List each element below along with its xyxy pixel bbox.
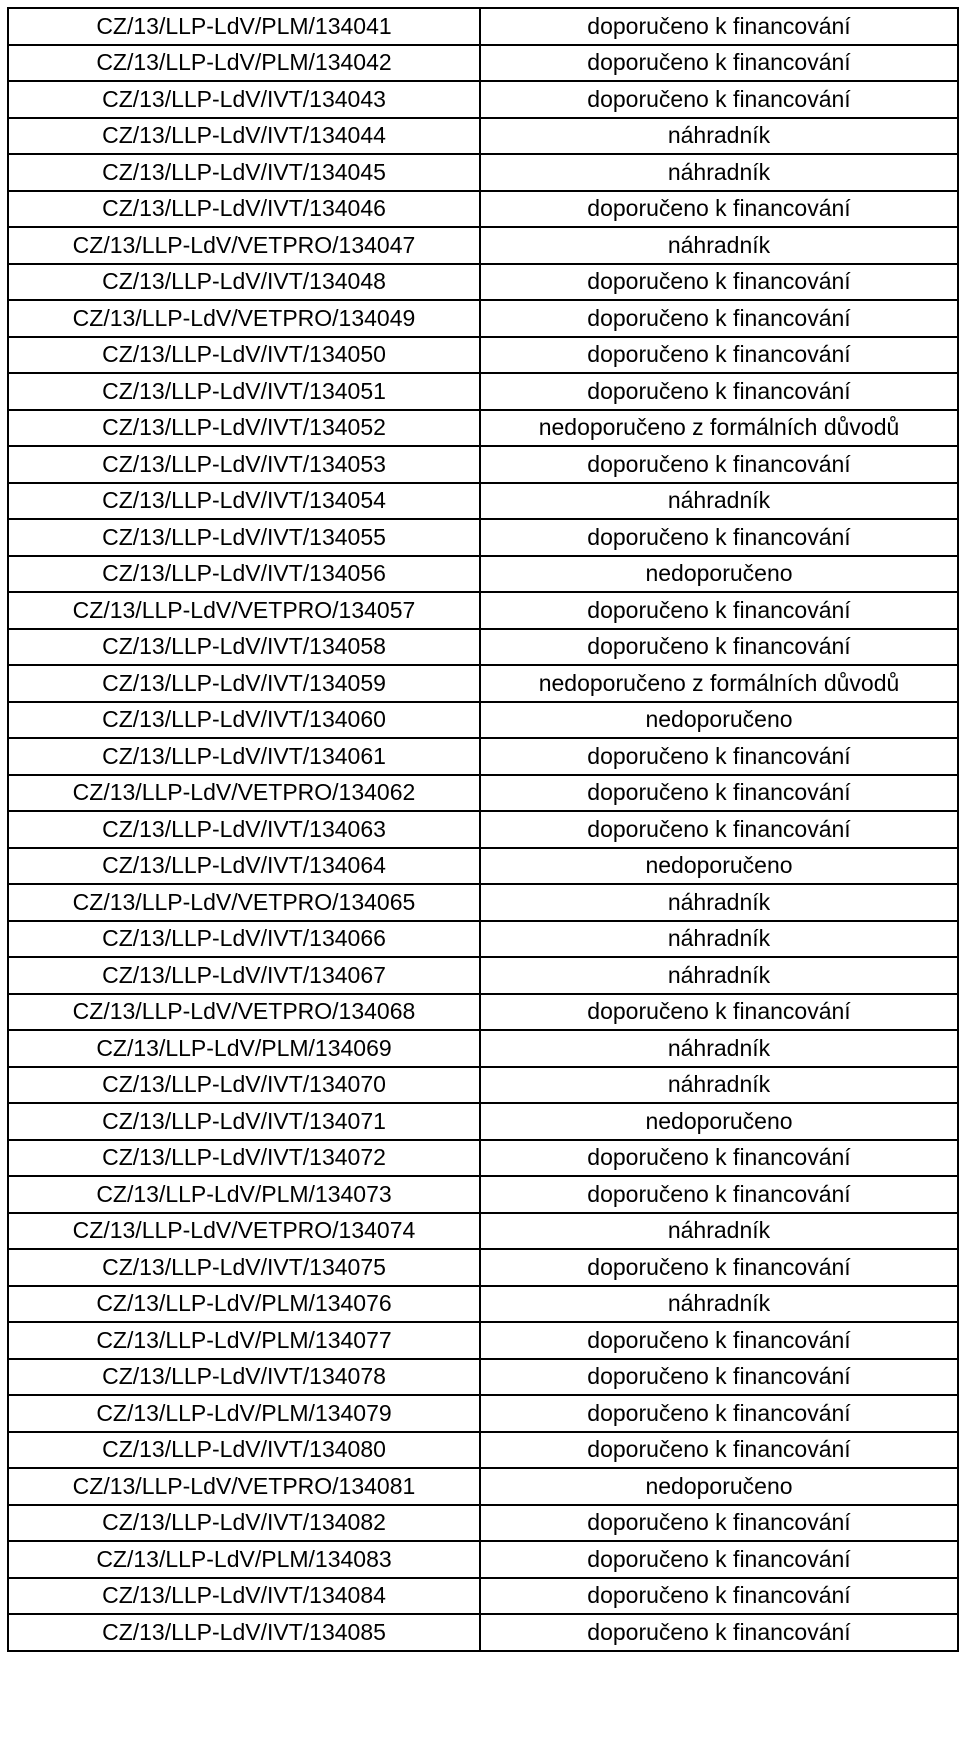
status-cell: náhradník: [480, 1286, 958, 1323]
table-row: [8, 1432, 958, 1469]
table-row: [8, 1395, 958, 1432]
status-cell: doporučeno k financování: [480, 191, 958, 228]
status-cell: doporučeno k financování: [480, 1505, 958, 1542]
project-code-cell: CZ/13/LLP-LdV/IVT/134058: [8, 629, 480, 666]
status-cell: náhradník: [480, 1213, 958, 1250]
project-code-cell: CZ/13/LLP-LdV/IVT/134063: [8, 811, 480, 848]
table-row: [8, 1614, 958, 1651]
project-code-cell: CZ/13/LLP-LdV/PLM/134042: [8, 45, 480, 82]
table-row: [8, 994, 958, 1031]
table-row: [8, 227, 958, 264]
table-row: [8, 957, 958, 994]
project-code-cell: CZ/13/LLP-LdV/PLM/134079: [8, 1395, 480, 1432]
status-cell: doporučeno k financování: [480, 592, 958, 629]
status-cell: nedoporučeno: [480, 1468, 958, 1505]
status-cell: nedoporučeno z formálních důvodů: [480, 410, 958, 447]
project-code-cell: CZ/13/LLP-LdV/IVT/134045: [8, 154, 480, 191]
project-code-cell: CZ/13/LLP-LdV/VETPRO/134081: [8, 1468, 480, 1505]
project-code-cell: CZ/13/LLP-LdV/IVT/134070: [8, 1067, 480, 1104]
status-cell: doporučeno k financování: [480, 994, 958, 1031]
status-cell: náhradník: [480, 1067, 958, 1104]
status-cell: doporučeno k financování: [480, 1578, 958, 1615]
project-code-cell: CZ/13/LLP-LdV/IVT/134080: [8, 1432, 480, 1469]
table-row: [8, 1213, 958, 1250]
status-cell: nedoporučeno: [480, 848, 958, 885]
project-results-table: [7, 7, 959, 1652]
project-code-cell: CZ/13/LLP-LdV/IVT/134055: [8, 519, 480, 556]
project-code-cell: CZ/13/LLP-LdV/IVT/134056: [8, 556, 480, 593]
table-row: [8, 1249, 958, 1286]
status-cell: náhradník: [480, 921, 958, 958]
table-row: [8, 848, 958, 885]
status-cell: náhradník: [480, 118, 958, 155]
status-cell: doporučeno k financování: [480, 519, 958, 556]
table-row: [8, 81, 958, 118]
table-row: [8, 1359, 958, 1396]
project-code-cell: CZ/13/LLP-LdV/PLM/134041: [8, 8, 480, 45]
status-cell: doporučeno k financování: [480, 45, 958, 82]
status-cell: náhradník: [480, 227, 958, 264]
project-code-cell: CZ/13/LLP-LdV/PLM/134076: [8, 1286, 480, 1323]
table-row: [8, 1030, 958, 1067]
status-cell: nedoporučeno: [480, 702, 958, 739]
project-code-cell: CZ/13/LLP-LdV/VETPRO/134047: [8, 227, 480, 264]
table-body: [8, 8, 958, 1651]
project-code-cell: CZ/13/LLP-LdV/IVT/134050: [8, 337, 480, 374]
table-row: [8, 884, 958, 921]
status-cell: doporučeno k financování: [480, 446, 958, 483]
table-row: [8, 665, 958, 702]
project-code-cell: CZ/13/LLP-LdV/IVT/134066: [8, 921, 480, 958]
table-row: [8, 154, 958, 191]
table-row: [8, 1286, 958, 1323]
status-cell: nedoporučeno z formálních důvodů: [480, 665, 958, 702]
project-code-cell: CZ/13/LLP-LdV/IVT/134071: [8, 1103, 480, 1140]
table-row: [8, 483, 958, 520]
status-cell: doporučeno k financování: [480, 1322, 958, 1359]
table-row: [8, 410, 958, 447]
table-row: [8, 1505, 958, 1542]
status-cell: doporučeno k financování: [480, 1140, 958, 1177]
project-code-cell: CZ/13/LLP-LdV/IVT/134064: [8, 848, 480, 885]
project-code-cell: CZ/13/LLP-LdV/VETPRO/134057: [8, 592, 480, 629]
status-cell: náhradník: [480, 154, 958, 191]
table-row: [8, 1322, 958, 1359]
table-row: [8, 45, 958, 82]
project-code-cell: CZ/13/LLP-LdV/IVT/134054: [8, 483, 480, 520]
table-row: [8, 921, 958, 958]
table-row: [8, 1176, 958, 1213]
table-row: [8, 337, 958, 374]
status-cell: doporučeno k financování: [480, 1176, 958, 1213]
table-row: [8, 775, 958, 812]
table-row: [8, 264, 958, 301]
table-row: [8, 1541, 958, 1578]
status-cell: doporučeno k financování: [480, 81, 958, 118]
status-cell: náhradník: [480, 1030, 958, 1067]
project-code-cell: CZ/13/LLP-LdV/IVT/134046: [8, 191, 480, 228]
table-row: [8, 738, 958, 775]
status-cell: doporučeno k financování: [480, 629, 958, 666]
table-row: [8, 373, 958, 410]
project-code-cell: CZ/13/LLP-LdV/VETPRO/134065: [8, 884, 480, 921]
project-code-cell: CZ/13/LLP-LdV/IVT/134072: [8, 1140, 480, 1177]
project-code-cell: CZ/13/LLP-LdV/IVT/134084: [8, 1578, 480, 1615]
table-row: [8, 1140, 958, 1177]
table-row: [8, 629, 958, 666]
project-code-cell: CZ/13/LLP-LdV/IVT/134043: [8, 81, 480, 118]
project-code-cell: CZ/13/LLP-LdV/PLM/134077: [8, 1322, 480, 1359]
project-code-cell: CZ/13/LLP-LdV/IVT/134052: [8, 410, 480, 447]
project-code-cell: CZ/13/LLP-LdV/IVT/134078: [8, 1359, 480, 1396]
status-cell: doporučeno k financování: [480, 811, 958, 848]
status-cell: nedoporučeno: [480, 556, 958, 593]
status-cell: doporučeno k financování: [480, 775, 958, 812]
status-cell: doporučeno k financování: [480, 1432, 958, 1469]
table-row: [8, 811, 958, 848]
project-code-cell: CZ/13/LLP-LdV/PLM/134069: [8, 1030, 480, 1067]
project-code-cell: CZ/13/LLP-LdV/IVT/134085: [8, 1614, 480, 1651]
table-row: [8, 446, 958, 483]
project-code-cell: CZ/13/LLP-LdV/PLM/134083: [8, 1541, 480, 1578]
status-cell: doporučeno k financování: [480, 264, 958, 301]
project-code-cell: CZ/13/LLP-LdV/VETPRO/134068: [8, 994, 480, 1031]
table-row: [8, 118, 958, 155]
project-code-cell: CZ/13/LLP-LdV/IVT/134051: [8, 373, 480, 410]
table-row: [8, 1468, 958, 1505]
status-cell: doporučeno k financování: [480, 1614, 958, 1651]
project-code-cell: CZ/13/LLP-LdV/IVT/134048: [8, 264, 480, 301]
project-code-cell: CZ/13/LLP-LdV/IVT/134061: [8, 738, 480, 775]
status-cell: doporučeno k financování: [480, 8, 958, 45]
project-code-cell: CZ/13/LLP-LdV/IVT/134075: [8, 1249, 480, 1286]
project-code-cell: CZ/13/LLP-LdV/IVT/134060: [8, 702, 480, 739]
status-cell: doporučeno k financování: [480, 300, 958, 337]
project-code-cell: CZ/13/LLP-LdV/PLM/134073: [8, 1176, 480, 1213]
project-code-cell: CZ/13/LLP-LdV/IVT/134044: [8, 118, 480, 155]
table-row: [8, 702, 958, 739]
project-code-cell: CZ/13/LLP-LdV/VETPRO/134074: [8, 1213, 480, 1250]
status-cell: náhradník: [480, 483, 958, 520]
table-row: [8, 519, 958, 556]
table-row: [8, 1067, 958, 1104]
status-cell: doporučeno k financování: [480, 1541, 958, 1578]
project-code-cell: CZ/13/LLP-LdV/IVT/134082: [8, 1505, 480, 1542]
table-row: [8, 8, 958, 45]
table-row: [8, 592, 958, 629]
table-row: [8, 300, 958, 337]
table-row: [8, 191, 958, 228]
status-cell: náhradník: [480, 884, 958, 921]
project-code-cell: CZ/13/LLP-LdV/VETPRO/134049: [8, 300, 480, 337]
project-code-cell: CZ/13/LLP-LdV/IVT/134053: [8, 446, 480, 483]
table-row: [8, 556, 958, 593]
status-cell: nedoporučeno: [480, 1103, 958, 1140]
project-code-cell: CZ/13/LLP-LdV/IVT/134067: [8, 957, 480, 994]
status-cell: náhradník: [480, 957, 958, 994]
table-row: [8, 1103, 958, 1140]
table-row: [8, 1578, 958, 1615]
status-cell: doporučeno k financování: [480, 1359, 958, 1396]
status-cell: doporučeno k financování: [480, 337, 958, 374]
project-code-cell: CZ/13/LLP-LdV/VETPRO/134062: [8, 775, 480, 812]
project-code-cell: CZ/13/LLP-LdV/IVT/134059: [8, 665, 480, 702]
status-cell: doporučeno k financování: [480, 1395, 958, 1432]
status-cell: doporučeno k financování: [480, 1249, 958, 1286]
status-cell: doporučeno k financování: [480, 373, 958, 410]
status-cell: doporučeno k financování: [480, 738, 958, 775]
